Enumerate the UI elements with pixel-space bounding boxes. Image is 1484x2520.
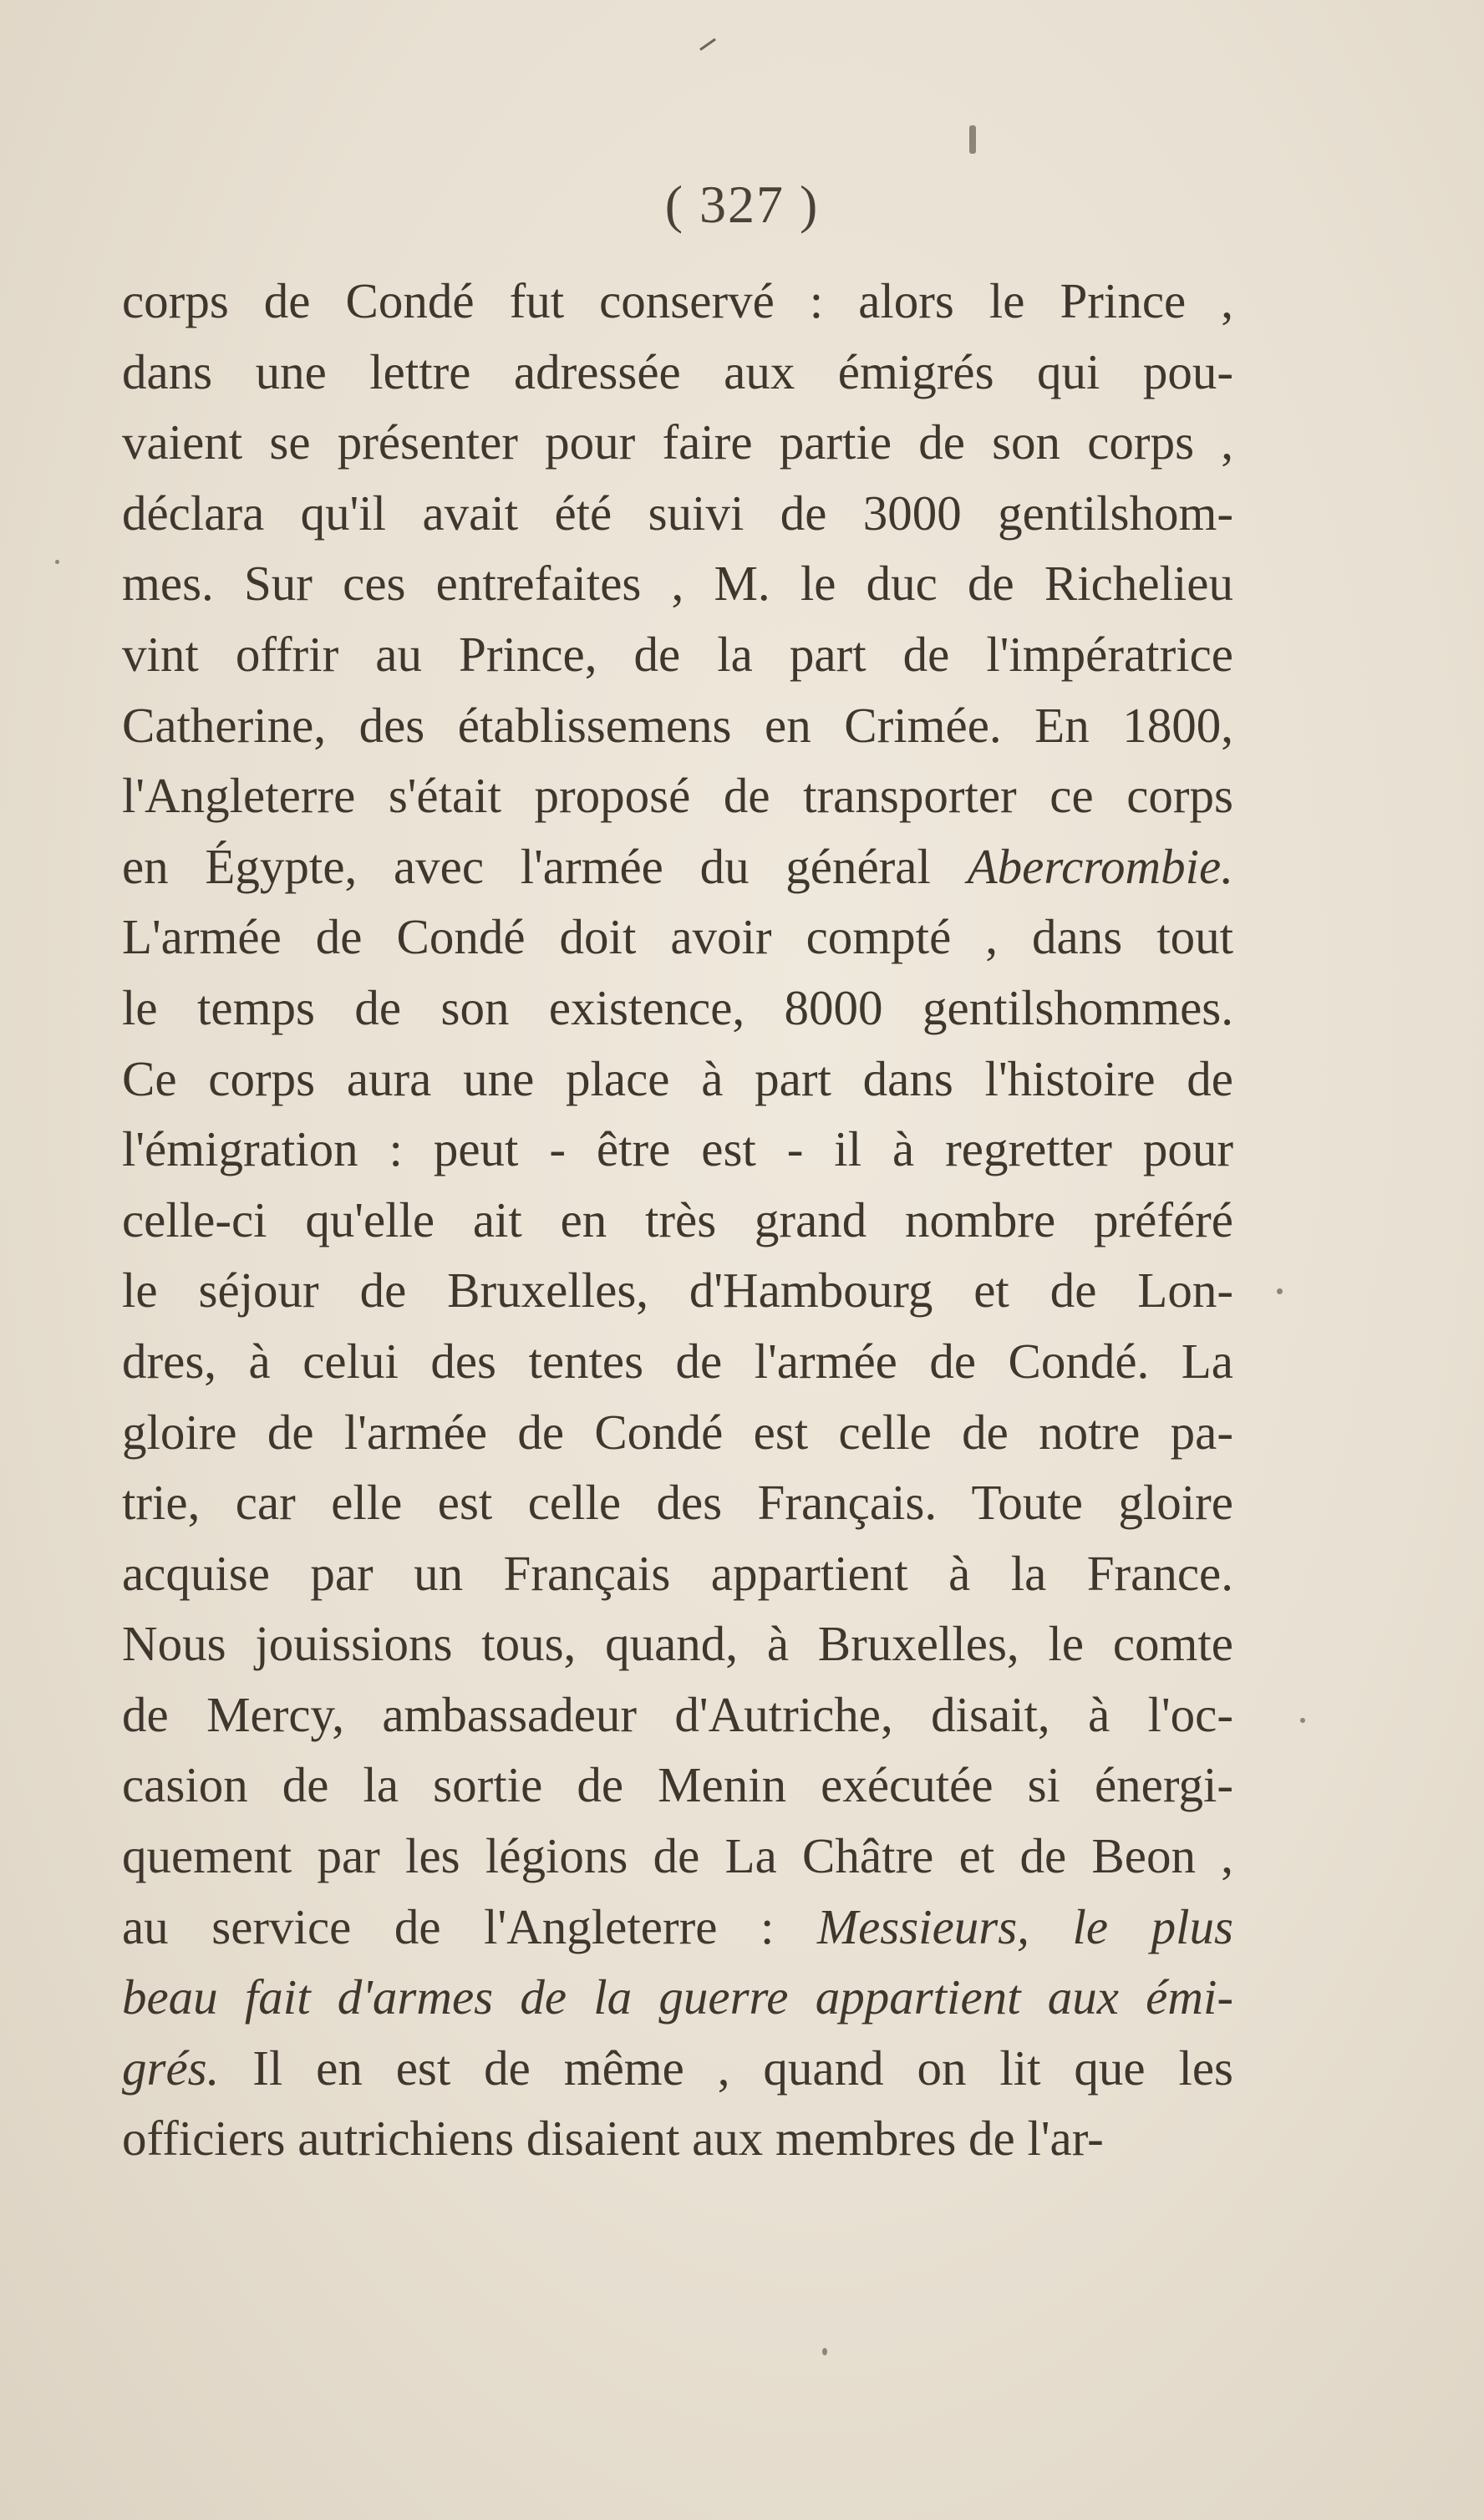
line-text: gloire de l'armée de Condé est celle de notre pa-: [122, 1404, 1233, 1460]
line-text: casion de la sortie de Menin exécutée si énergi-: [122, 1757, 1233, 1813]
paper-speck: [1300, 1718, 1305, 1723]
text-line: [122, 619, 1233, 690]
text-line: [122, 548, 1233, 619]
italic-name: Abercrombie.: [967, 838, 1233, 894]
text-line: [122, 1821, 1233, 1892]
italic-quote: grés.: [122, 2040, 220, 2096]
line-text: l'Angleterre s'était proposé de transporter ce corps: [122, 768, 1233, 824]
line-text: en Égypte, avec l'armée du général: [122, 838, 968, 894]
line-text: officiers autrichiens disaient aux membres de l'ar-: [122, 2111, 1104, 2167]
text-line: [122, 1608, 1233, 1679]
line-text: dres, à celui des tentes de l'armée de Condé. La: [122, 1333, 1233, 1389]
line-text: Catherine, des établissemens en Crimée. En 1800,: [122, 697, 1233, 753]
text-line: [122, 1255, 1233, 1326]
line-text: quement par les légions de La Châtre et de Beon ,: [122, 1828, 1233, 1884]
line-text: Nous jouissions tous, quand, à Bruxelles, le comte: [122, 1616, 1233, 1672]
line-text: Il en est de même , quand on lit que les: [219, 2040, 1233, 2096]
text-line: [122, 1044, 1233, 1115]
text-line: [122, 831, 1233, 902]
line-text: corps de Condé fut conservé : alors le Prince ,: [122, 273, 1233, 328]
text-line: [122, 407, 1233, 478]
text-line: [122, 1679, 1233, 1750]
text-line: [122, 1538, 1233, 1609]
line-text: mes. Sur ces entrefaites , M. le duc de Richelieu: [122, 556, 1233, 612]
text-line: [122, 2033, 1233, 2104]
body-text: [122, 266, 1233, 2174]
page-number: ( 327 ): [664, 175, 820, 234]
line-text: le temps de son existence, 8000 gentilshommes.: [122, 979, 1233, 1035]
text-line: [122, 1397, 1233, 1468]
text-line: [122, 1962, 1233, 2033]
paper-speck: [1277, 1288, 1283, 1294]
ink-mark: [699, 38, 716, 51]
line-text: dans une lettre adressée aux émigrés qui pou-: [122, 343, 1233, 399]
line-text: au service de l'Angleterre :: [122, 1898, 817, 1954]
text-line: [122, 1892, 1233, 1963]
text-line: [122, 337, 1233, 408]
text-line: [122, 478, 1233, 549]
line-text: l'émigration : peut - être est - il à regretter pour: [122, 1121, 1233, 1177]
text-line: [122, 1114, 1233, 1185]
line-text: vint offrir au Prince, de la part de l'impératrice: [122, 626, 1233, 682]
paper-speck: [55, 560, 59, 564]
text-line: [122, 1326, 1233, 1397]
paper-speck: [822, 2348, 827, 2355]
text-line: [122, 1750, 1233, 1821]
text-line: [122, 973, 1233, 1044]
line-text: le séjour de Bruxelles, d'Hambourg et de Lon-: [122, 1263, 1233, 1318]
line-text: celle-ci qu'elle ait en très grand nombre préféré: [122, 1191, 1233, 1247]
line-text: vaient se présenter pour faire partie de son corps ,: [122, 414, 1233, 470]
text-line: [122, 1185, 1233, 1256]
line-text: de Mercy, ambassadeur d'Autriche, disait, à l'oc-: [122, 1686, 1233, 1742]
line-text: acquise par un Français appartient à la France.: [122, 1545, 1233, 1601]
text-line: [122, 2103, 1233, 2174]
text-line: [122, 690, 1233, 761]
text-line: [122, 266, 1233, 337]
italic-quote: beau fait d'armes de la guerre appartient aux émi-: [122, 1969, 1233, 2025]
text-line: [122, 1467, 1233, 1538]
line-text: déclara qu'il avait été suivi de 3000 gentilshom-: [122, 485, 1233, 541]
line-text: L'armée de Condé doit avoir compté , dans tout: [122, 909, 1233, 965]
line-text: trie, car elle est celle des Français. Toute gloire: [122, 1475, 1233, 1531]
text-line: [122, 902, 1233, 973]
italic-quote: Messieurs, le plus: [816, 1898, 1233, 1954]
text-line: [122, 760, 1233, 831]
paper-speck: [969, 125, 976, 154]
line-text: Ce corps aura une place à part dans l'histoire de: [122, 1050, 1233, 1106]
